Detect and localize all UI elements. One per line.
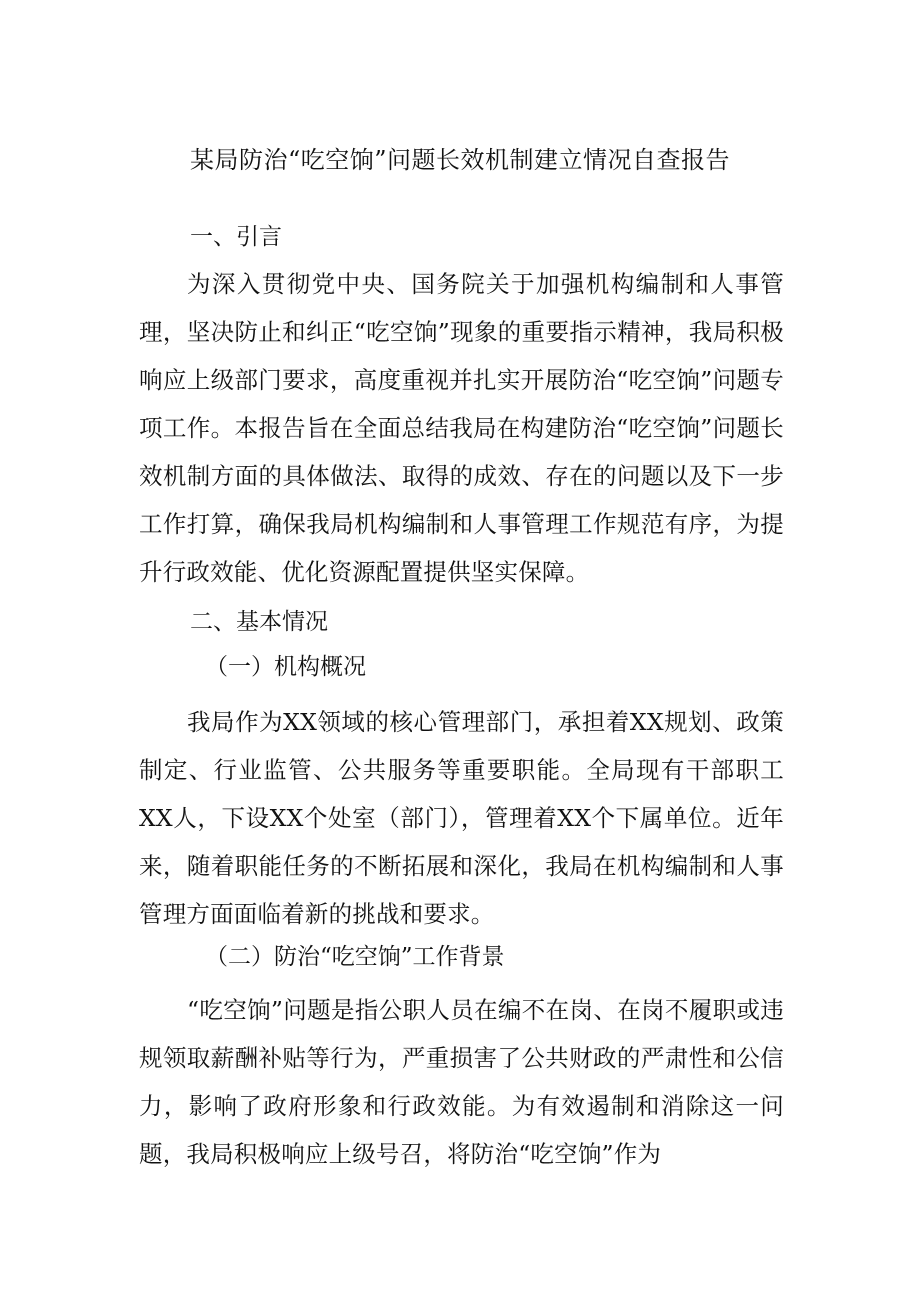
section-heading-basic-situation: 二、基本情况 [190,609,328,635]
introduction-paragraph: 为深入贯彻党中央、国务院关于加强机构编制和人事管理，坚决防止和纠正“吃空饷”现象的重要指示精神，我局积极响应上级部门要求，高度重视并扎实开展防治“吃空饷”问题专项工作。本报告旨在全面总结我局在构建防治“吃空饷”问题长效机制方面的具体做法、取得的成效、存在的问题以及下一步工作打算，确保我局机构编制和人事管理工作规范有序，为提升行政效能、优化资源配置提供坚实保障。 [139,270,784,586]
subsection-heading-work-background: （二）防治“吃空饷”工作背景 [205,944,505,970]
work-background-paragraph: “吃空饷”问题是指公职人员在编不在岗、在岗不履职或违规领取薪酬补贴等行为，严重损害了公共财政的严肃性和公信力，影响了政府形象和行政效能。为有效遏制和消除这一问题，我局积极响应上级号召，将防治“吃空饷”作为 [139,996,784,1168]
document-title: 某局防治“吃空饷”问题长效机制建立情况自查报告 [189,146,731,174]
section-heading-introduction: 一、引言 [190,224,282,250]
organization-overview-paragraph: 我局作为XX领域的核心管理部门，承担着XX规划、政策制定、行业监管、公共服务等重要职能。全局现有干部职工XX人，下设XX个处室（部门），管理着XX个下属单位。近年来，随着职能任务的不断拓展和深化，我局在机构编制和人事管理方面面临着新的挑战和要求。 [139,708,784,928]
subsection-heading-organization-overview: （一）机构概况 [205,654,366,680]
